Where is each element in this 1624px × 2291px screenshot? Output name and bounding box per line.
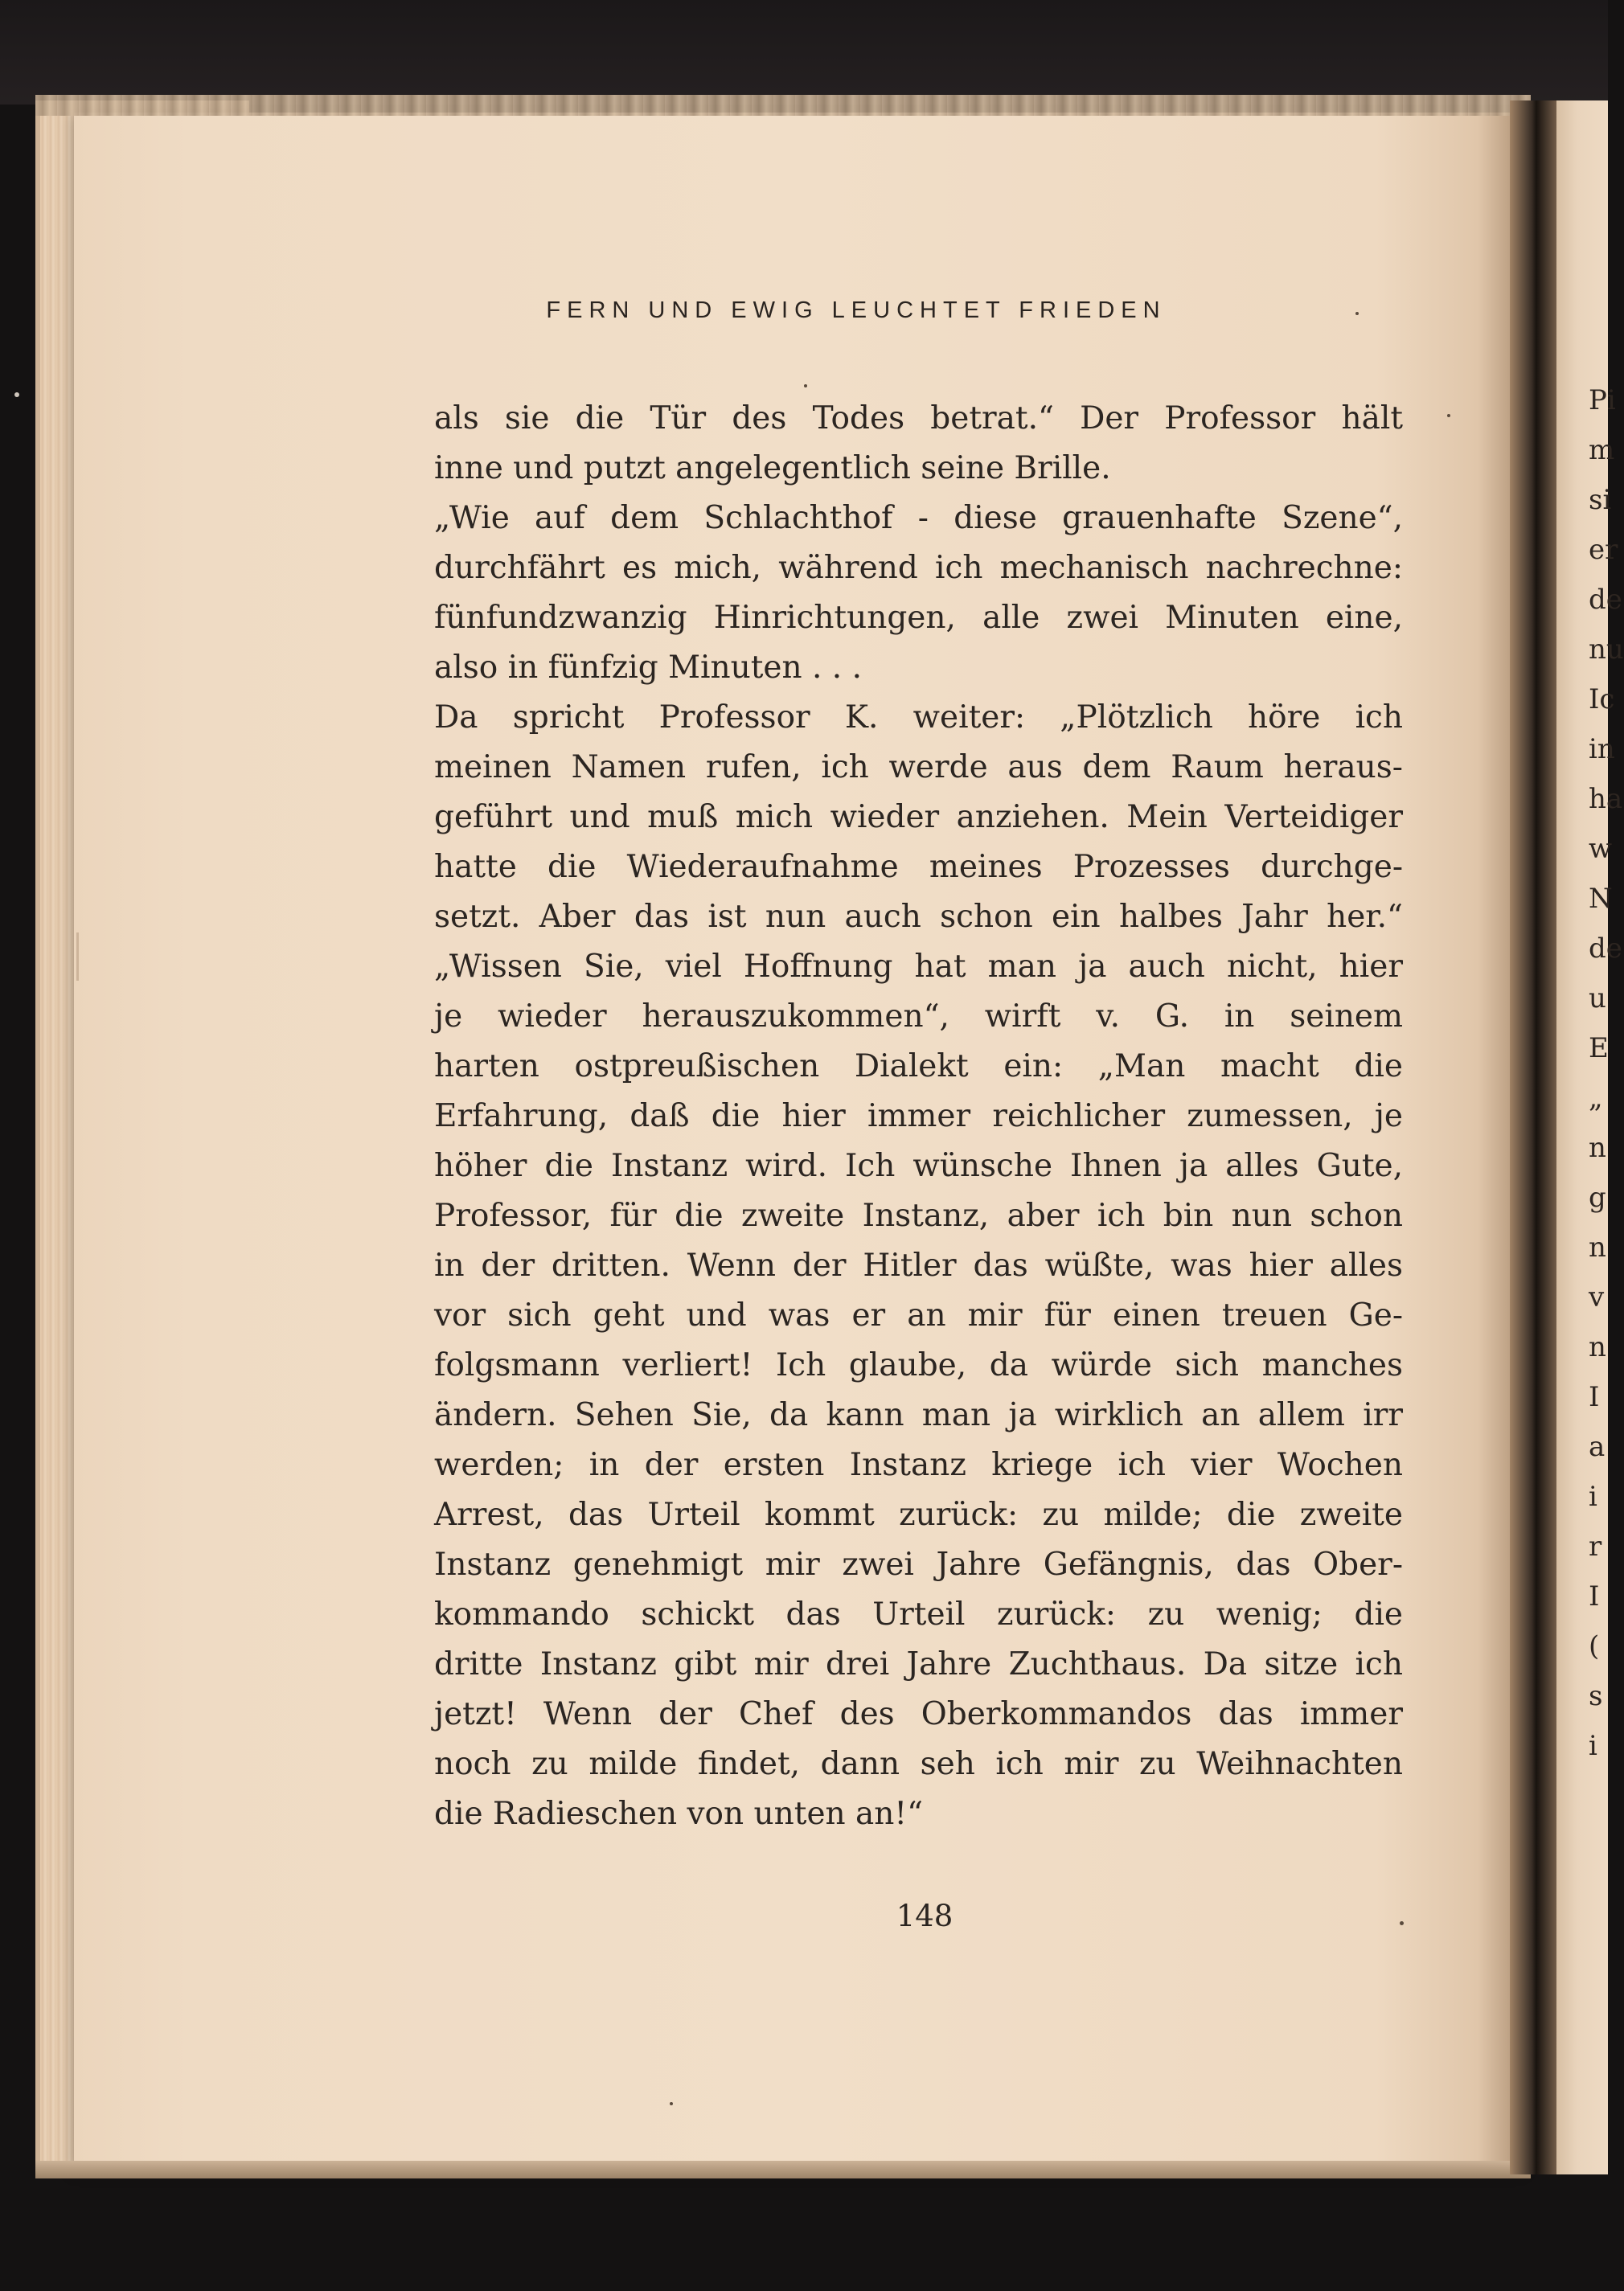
book-gutter [1510,100,1558,2174]
text-line: als sie die Tür des Todes betrat.“ Der Professor hält [434,400,1403,436]
running-head: FERN UND EWIG LEUCHTET FRIEDEN [546,297,1167,323]
paper-speck [670,2102,673,2105]
facing-page-fragment: E [1589,1032,1609,1064]
facing-page-fragment: in [1589,733,1615,765]
text-line: inne und putzt angelegentlich seine Brille. [434,450,1111,486]
paper-speck [1355,312,1359,315]
paper-speck [1400,1921,1404,1925]
facing-page-fragment: v [1589,1281,1605,1314]
facing-page-fragment: de [1589,932,1622,965]
text-line: Professor, für die zweite Instanz, aber ich bin nun schon [434,1198,1403,1234]
text-line: noch zu milde findet, dann seh ich mir zu Weihnachten [434,1746,1403,1782]
top-page-edge [35,95,1531,116]
facing-page-fragment: nu [1589,633,1624,666]
text-line: geführt und muß mich wieder anziehen. Mein Verteidiger [434,799,1403,835]
facing-page-fragment: u [1589,982,1606,1014]
facing-page-fragment: i [1589,1730,1597,1762]
facing-page-fragment: g [1589,1182,1606,1214]
facing-page-fragment: Ic [1589,683,1615,715]
facing-page-fragment: I [1589,1580,1600,1613]
facing-page-fragment: ( [1589,1630,1600,1662]
text-line: werden; in der ersten Instanz kriege ich vier Wochen [434,1447,1403,1483]
text-line: meinen Namen rufen, ich werde aus dem Raum heraus- [434,749,1403,785]
facing-page-fragment: ha [1589,783,1623,815]
facing-page-fragment: N [1589,883,1613,915]
text-line: Arrest, das Urteil kommt zurück: zu milde; die zweite [434,1497,1403,1533]
paper-speck [804,384,807,387]
text-line: höher die Instanz wird. Ich wünsche Ihnen ja alles Gute, [434,1148,1403,1184]
text-line: die Radieschen von unten an!“ [434,1796,924,1832]
text-line: hatte die Wiederaufnahme meines Prozesses durchge- [434,849,1403,885]
facing-page-fragment: n [1589,1331,1606,1363]
facing-page-fragment: I [1589,1381,1600,1413]
facing-page-fragment: de [1589,584,1622,616]
facing-page-fragment: i [1589,1481,1597,1513]
text-line: setzt. Aber das ist nun auch schon ein halbes Jahr her.“ [434,899,1403,935]
text-line: „Wie auf dem Schlachthof - diese grauenhafte Szene“, [434,500,1403,536]
text-line: in der dritten. Wenn der Hitler das wüßte, was hier alles [434,1248,1403,1284]
paper-speck [76,932,79,981]
paper-speck [1447,414,1450,417]
facing-page-fragment: m [1589,434,1615,466]
facing-page-fragment: a [1589,1431,1606,1463]
text-line: ändern. Sehen Sie, da kann man ja wirklich an allem irr [434,1397,1403,1433]
facing-page-fragment: n [1589,1232,1606,1264]
bottom-page-edge [35,2161,1531,2178]
text-line: harten ostpreußischen Dialekt ein: „Man macht die [434,1048,1403,1084]
text-line: Instanz genehmigt mir zwei Jahre Gefängnis, das Ober- [434,1547,1403,1583]
text-line: jetzt! Wenn der Chef des Oberkommandos das immer [434,1696,1403,1732]
text-line: dritte Instanz gibt mir drei Jahre Zuchthaus. Da sitze ich [434,1646,1403,1682]
paper-speck [14,392,19,397]
text-line: vor sich geht und was er an mir für einen treuen Ge- [434,1297,1403,1334]
dark-background [0,0,1608,105]
text-line: durchfährt es mich, während ich mechanisch nachrechne: [434,550,1403,586]
text-line: Erfahrung, daß die hier immer reichlicher zumessen, je [434,1098,1403,1134]
text-line: kommando schickt das Urteil zurück: zu wenig; die [434,1596,1403,1633]
facing-page-fragment: s [1589,1680,1603,1712]
text-line: „Wissen Sie, viel Hoffnung hat man ja auch nicht, hier [434,949,1403,985]
text-line: fünfundzwanzig Hinrichtungen, alle zwei Minuten eine, [434,600,1403,636]
facing-page-fragment: w [1589,833,1613,865]
facing-page-fragment: Pi [1589,384,1616,416]
facing-page-fragment: er [1589,534,1618,566]
facing-page-fragment: si [1589,484,1612,516]
text-line: folgsmann verliert! Ich glaube, da würde sich manches [434,1347,1403,1383]
text-line: also in fünfzig Minuten . . . [434,650,862,686]
facing-page-fragment: r [1589,1531,1602,1563]
page-number: 148 [896,1899,953,1933]
text-line: Da spricht Professor K. weiter: „Plötzlich höre ich [434,699,1403,736]
text-line: je wieder herauszukommen“, wirft v. G. in seinem [434,998,1403,1035]
body-text [434,394,1403,1839]
facing-page-fragment: n [1589,1132,1606,1164]
facing-page-fragment: „ [1589,1082,1603,1114]
